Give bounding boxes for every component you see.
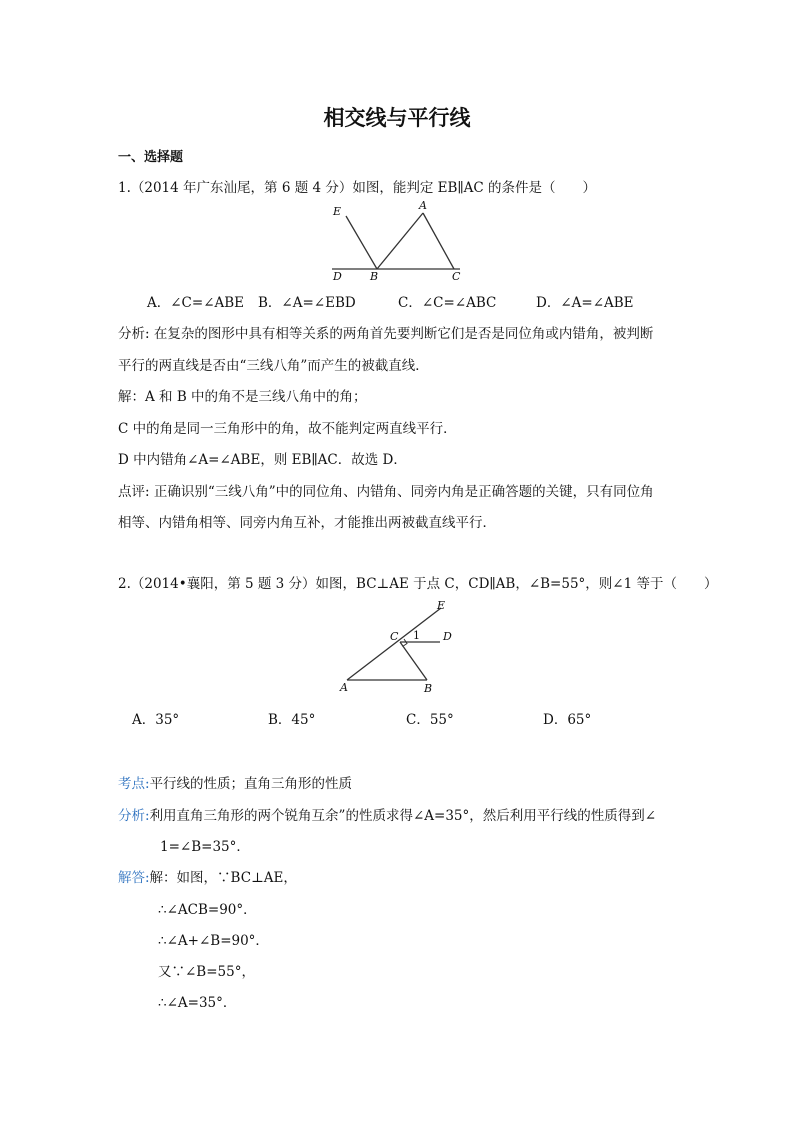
line-AE: [347, 608, 441, 680]
q2-step-3: 又∵∠B=55°，: [158, 964, 255, 980]
jieda-label: 解答:: [118, 870, 150, 886]
q1-option-a: A．∠C=∠ABE: [147, 295, 245, 311]
label-E: E: [333, 205, 342, 218]
q2-option-c: C．55°: [406, 712, 454, 728]
fenxi-text-1: 利用直角三角形的两个锐角互余”的性质求得∠A=35°，然后利用平行线的性质得到∠: [149, 808, 657, 824]
label-C: C: [390, 630, 399, 643]
line-BC: [400, 642, 427, 680]
section-heading: 一、选择题: [118, 150, 184, 165]
q2-step-4: ∴∠A=35°．: [158, 995, 237, 1011]
q1-option-b: B．∠A=∠EBD: [258, 295, 356, 311]
q2-option-b: B．45°: [268, 712, 316, 728]
q2-jieda: [118, 866, 297, 886]
q1-analysis-2: 平行的两直线是否由“三线八角”而产生的被截直线．: [118, 358, 429, 374]
label-D: D: [443, 630, 452, 643]
q2-step-1: ∴∠ACB=90°．: [158, 902, 257, 918]
q1-solution-2: C 中的角是同一三角形中的角，故不能判定两直线平行．: [118, 421, 457, 437]
q2-fenxi: [118, 804, 656, 824]
label-B: B: [424, 682, 433, 695]
q1-stem: 1.（2014 年广东汕尾，第 6 题 4 分）如图，能判定 EB∥AC 的条件是（ ）: [118, 180, 597, 196]
label-A: A: [419, 199, 427, 212]
q1-comment-1: 点评: 正确识别“三线八角”中的同位角、内错角、同旁内角是正确答题的关键，只有同位角: [118, 484, 654, 500]
label-E: E: [437, 599, 446, 612]
label-angle-1: 1: [413, 629, 420, 642]
q1-figure: [320, 196, 480, 286]
q1-solution-1: 解：A 和 B 中的角不是三线八角中的角；: [118, 389, 367, 405]
label-A: A: [340, 681, 348, 694]
q1-solution-3: D 中内错角∠A=∠ABE，则 EB∥AC．故选 D．: [118, 452, 407, 468]
q1-comment-2: 相等、内错角相等、同旁内角互补，才能推出两被截直线平行．: [118, 515, 496, 531]
label-C: C: [452, 270, 461, 283]
q2-fenxi-2: 1=∠B=35°．: [160, 839, 250, 855]
q2-stem: 2.（2014•襄阳，第 5 题 3 分）如图，BC⊥AE 于点 C，CD∥AB，∠B=55°，则∠1 等于（ ）: [118, 576, 718, 592]
line-AC: [423, 213, 454, 269]
q2-option-a: A．35°: [132, 712, 180, 728]
q2-figure: [335, 598, 465, 698]
page-title: 相交线与平行线: [323, 105, 471, 130]
kaodian-text: 平行线的性质；直角三角形的性质: [149, 776, 353, 792]
q2-kaodian: [118, 772, 352, 792]
fenxi-label: 分析:: [118, 808, 150, 824]
jieda-first-line: 解：如图，∵BC⊥AE，: [149, 870, 297, 886]
q2-option-d: D．65°: [543, 712, 592, 728]
kaodian-label: 考点:: [118, 776, 150, 792]
q1-option-d: D．∠A=∠ABE: [536, 295, 634, 311]
line-EB: [346, 216, 377, 269]
line-BA: [377, 213, 423, 269]
q2-step-2: ∴∠A+∠B=90°．: [158, 933, 269, 949]
label-B: B: [370, 270, 379, 283]
q1-analysis-1: 分析: 在复杂的图形中具有相等关系的两角首先要判断它们是否是同位角或内错角，被判断: [118, 326, 654, 342]
label-D: D: [333, 270, 342, 283]
q1-option-c: C．∠C=∠ABC: [398, 295, 497, 311]
